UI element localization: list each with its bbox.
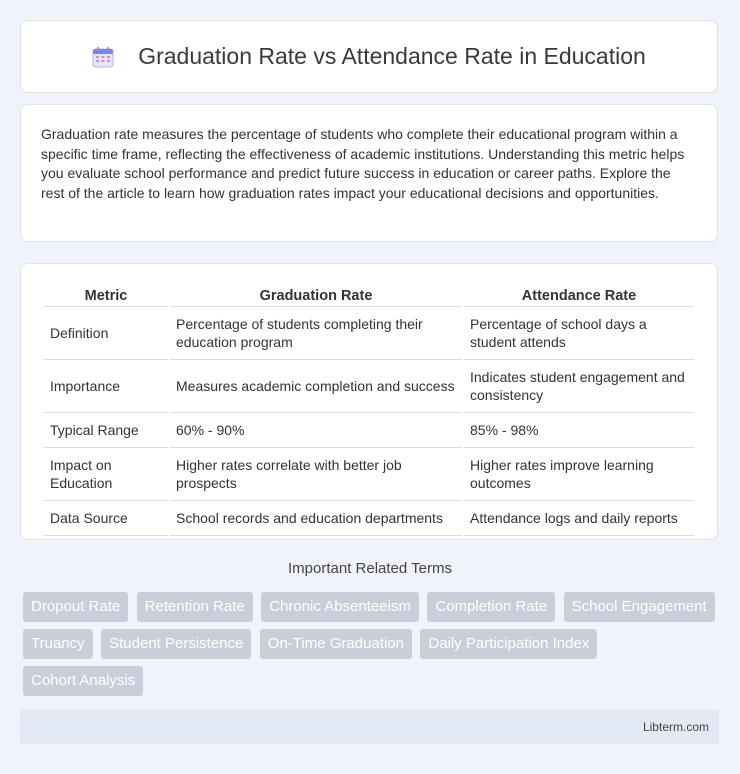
related-term-tag[interactable]: Dropout Rate — [23, 592, 128, 622]
table-row — [44, 307, 694, 360]
row-attendance-value: Percentage of school days a student attends — [464, 307, 694, 360]
table-row — [44, 360, 694, 413]
footer — [20, 710, 719, 744]
row-graduation-value: Measures academic completion and success — [170, 360, 462, 413]
table-row — [44, 413, 694, 448]
row-attendance-value: Indicates student engagement and consistency — [464, 360, 694, 413]
related-terms-title: Important Related Terms — [288, 560, 452, 577]
row-graduation-value: 60% - 90% — [170, 413, 462, 448]
footer-site-link[interactable]: Libterm.com — [642, 720, 709, 734]
row-metric: Importance — [44, 360, 168, 413]
row-attendance-value: 85% - 98% — [464, 413, 694, 448]
header-metric: Metric — [44, 284, 168, 307]
table-row — [44, 501, 694, 536]
row-metric: Definition — [44, 307, 168, 360]
related-terms-list — [23, 592, 723, 703]
intro-card — [20, 104, 718, 242]
row-graduation-value: Percentage of students completing their education program — [170, 307, 462, 360]
table-header-row — [44, 284, 694, 307]
page-title-text: Graduation Rate vs Attendance Rate in Education — [138, 43, 646, 69]
related-term-tag[interactable]: On-Time Graduation — [260, 629, 412, 659]
related-term-tag[interactable]: Retention Rate — [137, 592, 253, 622]
related-term-tag[interactable]: Cohort Analysis — [23, 666, 143, 696]
related-term-tag[interactable]: Truancy — [23, 629, 93, 659]
related-term-tag[interactable]: Completion Rate — [427, 592, 555, 622]
related-term-tag[interactable]: Student Persistence — [101, 629, 251, 659]
header-graduation-rate: Graduation Rate — [170, 284, 462, 307]
related-term-tag[interactable]: Daily Participation Index — [420, 629, 597, 659]
title-card — [20, 20, 718, 93]
calendar-icon — [92, 46, 114, 68]
row-metric: Typical Range — [44, 413, 168, 448]
row-graduation-value: Higher rates correlate with better job prospects — [170, 448, 462, 501]
row-metric: Data Source — [44, 501, 168, 536]
related-term-tag[interactable]: School Engagement — [564, 592, 715, 622]
related-term-tag[interactable]: Chronic Absenteeism — [261, 592, 419, 622]
table-row — [44, 448, 694, 501]
comparison-table — [42, 284, 696, 536]
header-attendance-rate: Attendance Rate — [464, 284, 694, 307]
row-attendance-value: Higher rates improve learning outcomes — [464, 448, 694, 501]
comparison-table-card — [20, 263, 718, 540]
intro-paragraph: Graduation rate measures the percentage of students who complete their educational program within a specific time frame, reflecting the effectiveness of academic institutions. Understanding this metric helps you evaluate school performance and predict future success in education or career paths. Explore the rest of the article to learn how graduation rates impact your educational decisions and opportunities. — [41, 126, 685, 201]
row-graduation-value: School records and education departments — [170, 501, 462, 536]
page-title — [92, 43, 646, 70]
row-metric: Impact on Education — [44, 448, 168, 501]
row-attendance-value: Attendance logs and daily reports — [464, 501, 694, 536]
